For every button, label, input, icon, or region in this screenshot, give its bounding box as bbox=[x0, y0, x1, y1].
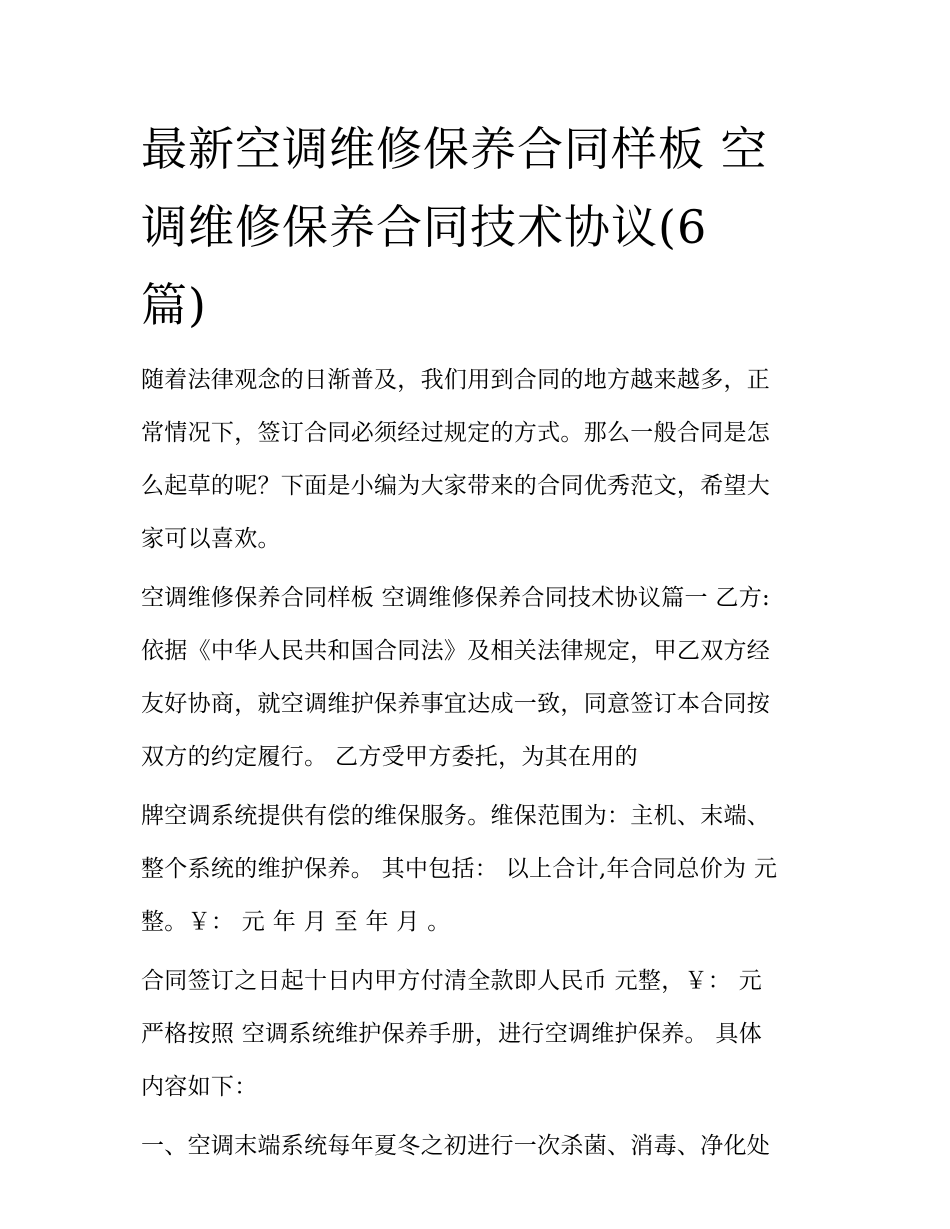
paragraph-intro: 随着法律观念的日渐普及，我们用到合同的地方越来越多，正 常情况下，签订合同必须经过规定的方式。那么一般合同是怎 么起草的呢？下面是小编为大家带来的合同优秀范文，希望大 家可以喜欢。 bbox=[141, 367, 771, 552]
document-page bbox=[141, 110, 813, 1179]
paragraph-service-scope: 牌空调系统提供有偿的维保服务。维保范围为：主机、末端、 整个系统的维护保养。 其中包括： 以上合计,年合同总价为 元 整。￥： 元 年 月 至 年 月 。 bbox=[141, 803, 778, 935]
paragraph-payment: 合同签订之日起十日内甲方付清全款即人民币 元整，￥： 元 严格按照 空调系统维护保养手册，进行空调维护保养。 具体 内容如下： bbox=[141, 968, 763, 1100]
document-title: 最新空调维修保养合同样板 空 调维修保养合同技术协议(6 篇) bbox=[141, 122, 768, 332]
document-body bbox=[141, 354, 813, 1173]
paragraph-item-one: 一、空调末端系统每年夏冬之初进行一次杀菌、消毒、净化处 bbox=[141, 1133, 771, 1159]
paragraph-contract-intro: 空调维修保养合同样板 空调维修保养合同技术协议篇一 乙方: 依据《中华人民共和国合同法》及相关法律规定，甲乙双方经 友好协商，就空调维护保养事宜达成一致，同意签订本合同按 双方的约定履行。 乙方受甲方委托，为其在用的 bbox=[141, 585, 771, 770]
